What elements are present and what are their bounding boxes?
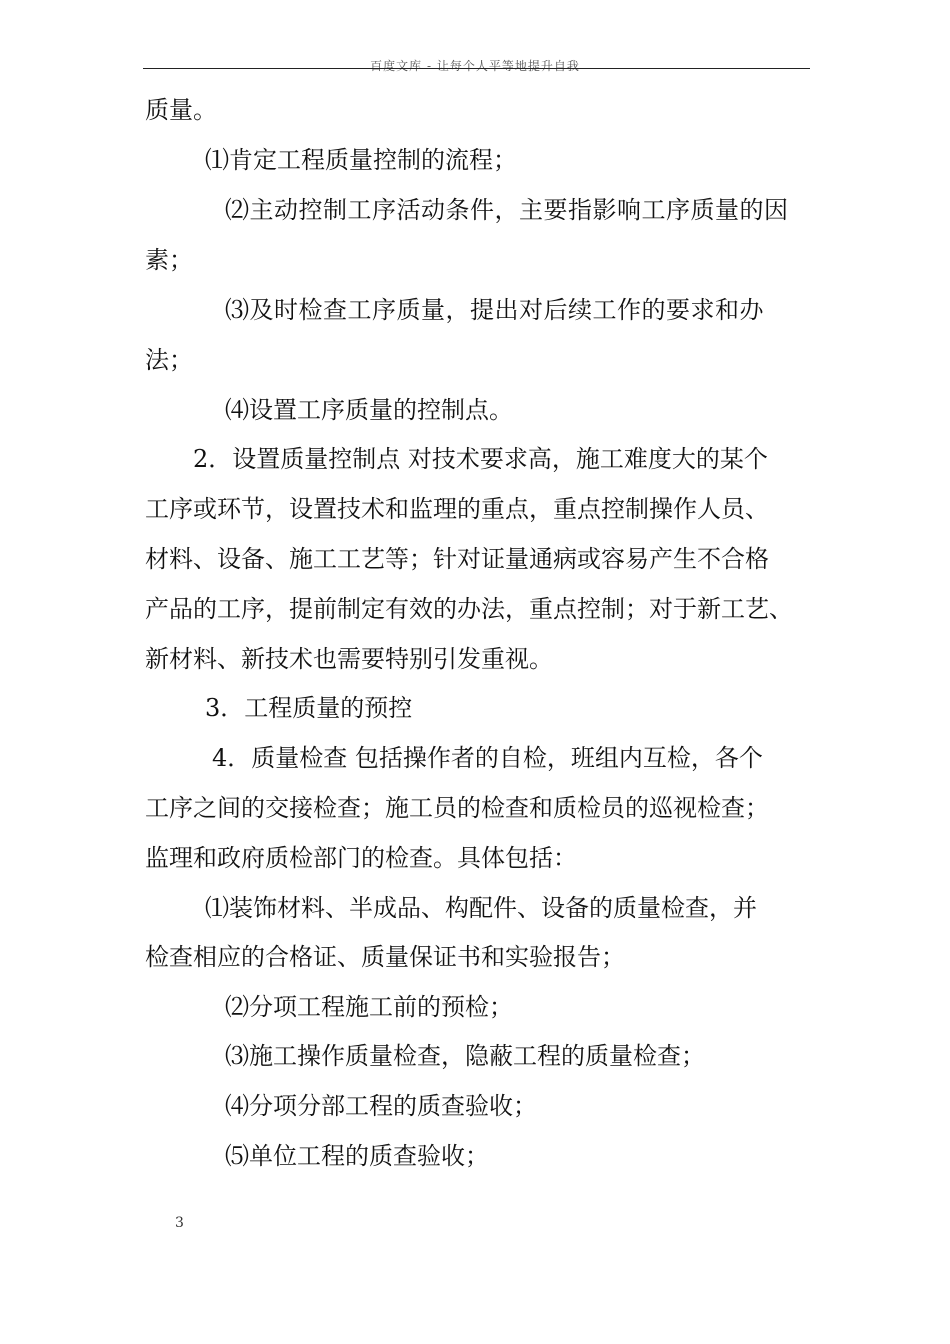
text-line: 产品的工序，提前制定有效的办法，重点控制；对于新工艺、 <box>145 595 793 623</box>
text-line: 素； <box>145 246 193 274</box>
text-line: 检查相应的合格证、质量保证书和实验报告； <box>145 943 625 971</box>
text-line: 质量。 <box>145 96 217 124</box>
text-line: ⑴装饰材料、半成品、构配件、设备的质量检查，并 <box>205 894 757 922</box>
text-line: ⑴肯定工程质量控制的流程； <box>205 146 517 174</box>
page-number: 3 <box>175 1215 184 1231</box>
text-line: 材料、设备、施工工艺等；针对证量通病或容易产生不合格 <box>145 545 769 573</box>
header-text: 百度文库 - 让每个人平等地提升自我 <box>370 59 580 73</box>
text-line: ⑸单位工程的质查验收； <box>225 1142 489 1170</box>
text-line: ⑷设置工序质量的控制点。 <box>225 396 513 424</box>
text-line: 3．工程质量的预控 <box>205 694 413 722</box>
text-line: ⑵主动控制工序活动条件，主要指影响工序质量的因 <box>225 196 789 224</box>
text-line: 新材料、新技术也需要特别引发重视。 <box>145 645 553 673</box>
text-line: 工序或环节，设置技术和监理的重点，重点控制操作人员、 <box>145 495 769 523</box>
text-line: 监理和政府质检部门的检查。具体包括： <box>145 844 577 872</box>
header-rule <box>143 68 810 69</box>
text-line: ⑶及时检查工序质量，提出对后续工作的要求和办 <box>225 296 764 324</box>
text-line: ⑵分项工程施工前的预检； <box>225 993 513 1021</box>
text-line: 工序之间的交接检查；施工员的检查和质检员的巡视检查； <box>145 794 769 822</box>
text-line: 4．质量检查 包括操作者的自检，班组内互检，各个 <box>212 744 763 772</box>
text-line: 法； <box>145 346 193 374</box>
text-line: ⑶施工操作质量检查，隐蔽工程的质量检查； <box>225 1042 705 1070</box>
text-line: ⑷分项分部工程的质查验收； <box>225 1092 537 1120</box>
text-line: 2．设置质量控制点 对技术要求高，施工难度大的某个 <box>193 445 768 473</box>
